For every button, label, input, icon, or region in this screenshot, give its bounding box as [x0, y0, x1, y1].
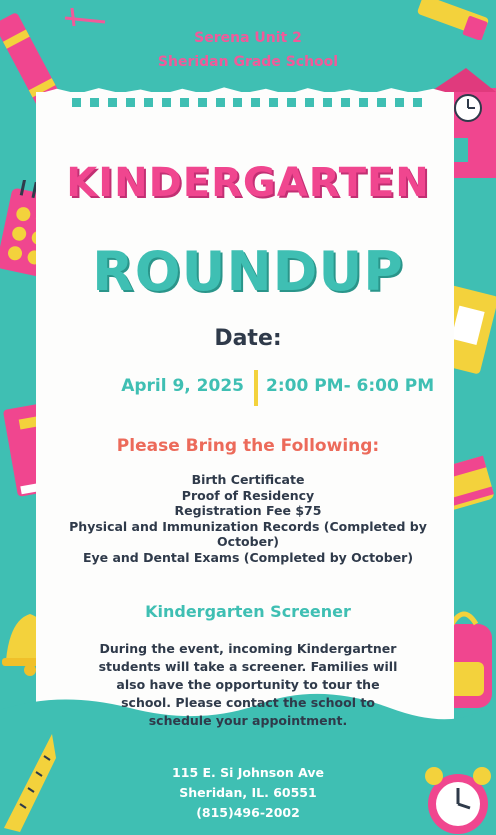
- event-date: April 9, 2025: [121, 376, 244, 396]
- city-state-zip: Sheridan, IL. 60551: [179, 785, 317, 800]
- pencil-top-icon: [60, 0, 110, 30]
- date-time-row: [0, 368, 496, 408]
- dot-border: [72, 98, 422, 108]
- bring-heading: Please Bring the Following:: [116, 436, 380, 456]
- bring-list: [0, 472, 496, 565]
- street-address: 115 E. Si Johnson Ave: [172, 765, 324, 780]
- school-name: Sheridan Grade School: [157, 54, 339, 70]
- date-label: Date:: [214, 326, 282, 351]
- screener-heading: Kindergarten Screener: [145, 602, 351, 621]
- list-item: Physical and Immunization Records (Completed by: [69, 518, 427, 534]
- list-item: Eye and Dental Exams (Completed by October): [82, 549, 414, 565]
- list-item: Birth Certificate: [191, 472, 305, 487]
- list-item: October): [217, 534, 279, 549]
- list-item: Proof of Residency: [181, 487, 315, 503]
- paragraph-line: also have the opportunity to tour the: [116, 677, 380, 692]
- screener-paragraph: [0, 640, 496, 730]
- title-roundup: ROUNDUP: [92, 240, 404, 303]
- list-item: Registration Fee $75: [174, 503, 322, 518]
- date-divider: [254, 370, 258, 406]
- paragraph-line: students will take a screener. Families will: [98, 659, 398, 674]
- paragraph-line: schedule your appointment.: [148, 713, 348, 728]
- paragraph-line: During the event, incoming Kindergartner: [99, 641, 397, 656]
- phone-number: (815)496-2002: [196, 805, 300, 820]
- school-district: Serena Unit 2: [194, 30, 302, 46]
- paragraph-line: school. Please contact the school to: [121, 695, 375, 710]
- title-kindergarten: KINDERGARTEN: [66, 160, 430, 206]
- event-time: 2:00 PM- 6:00 PM: [266, 376, 435, 396]
- contact-block: [0, 763, 496, 823]
